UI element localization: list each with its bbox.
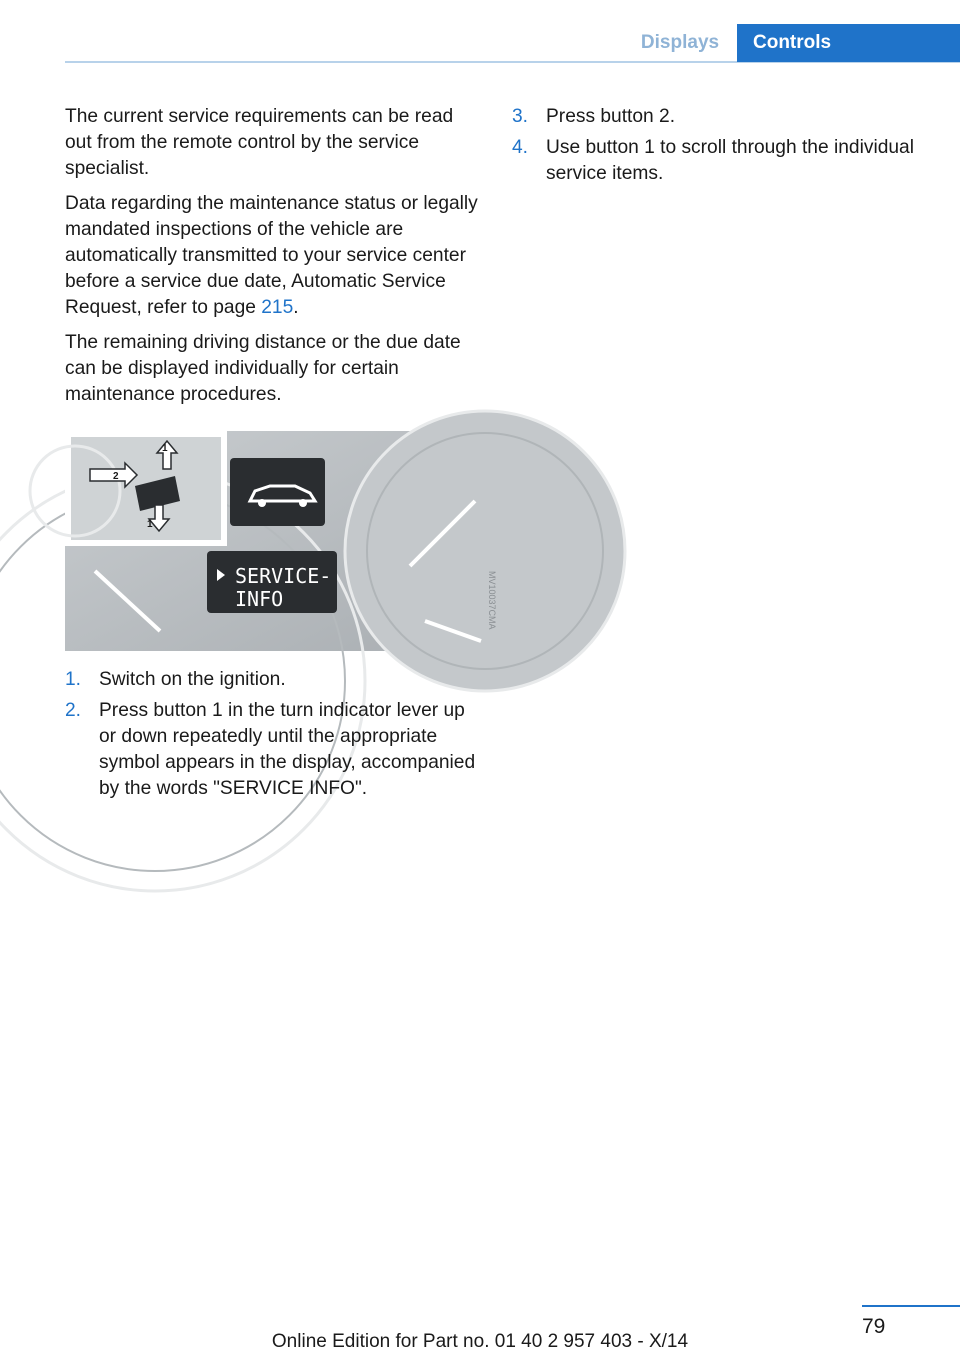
steps-list-right [512,104,922,187]
step-number: 4. [512,137,529,158]
step-number: 2. [65,700,82,721]
step-number: 1. [65,669,82,690]
step-number: 3. [512,106,529,127]
steps-list-left [65,667,485,802]
footer-rule [862,1305,960,1307]
page-number: 79 [862,1315,886,1338]
left-column [65,104,497,807]
paragraph-text: Data regarding the maintenance status or legally mandated inspections of the vehicle are automatically transmitted to your service center before a service due date, Automatic Service Request, refer to page [65,193,478,318]
step-text: Switch on the ignition. [99,669,286,690]
list-item [65,667,485,693]
inset-label-button-2: 2 [113,471,119,482]
instrument-cluster-illustration [65,431,497,651]
step-text: Use button 1 to scroll through the individual service items. [546,137,914,184]
tab-controls[interactable]: Controls [737,24,960,62]
list-item [512,135,922,187]
paragraph-remaining-distance: The remaining driving distance or the due date can be displayed individually for certain maintenance procedures. [65,332,461,405]
inset-label-button-1-top: 1 [162,443,168,454]
list-item [65,698,485,802]
paragraph-end: . [293,297,299,318]
step-text: Press button 2. [546,106,676,127]
display-line-info: INFO [235,587,284,611]
page-link-215[interactable]: 215 [261,297,294,318]
tab-displays[interactable]: Displays [640,31,720,53]
image-code: MV10037CMA [487,571,497,630]
paragraph-remote-control: The current service requirements can be read out from the remote control by the service specialist. [65,106,454,179]
step-text: Press button 1 in the turn indicator lever up or down repeatedly until the appropriate symbol appears in the display, accompanied by the words "SERVICE INFO". [99,700,476,799]
right-column [512,104,922,192]
paragraph-automatic-service-request [65,191,485,321]
edition-footer: Online Edition for Part no. 01 40 2 957 403 - X/14 [271,1331,689,1352]
display-line-service: SERVICE- [235,564,332,588]
inset-label-button-1-bottom: 1 [147,519,153,530]
service-info-figure [65,431,497,651]
list-item [512,104,922,130]
